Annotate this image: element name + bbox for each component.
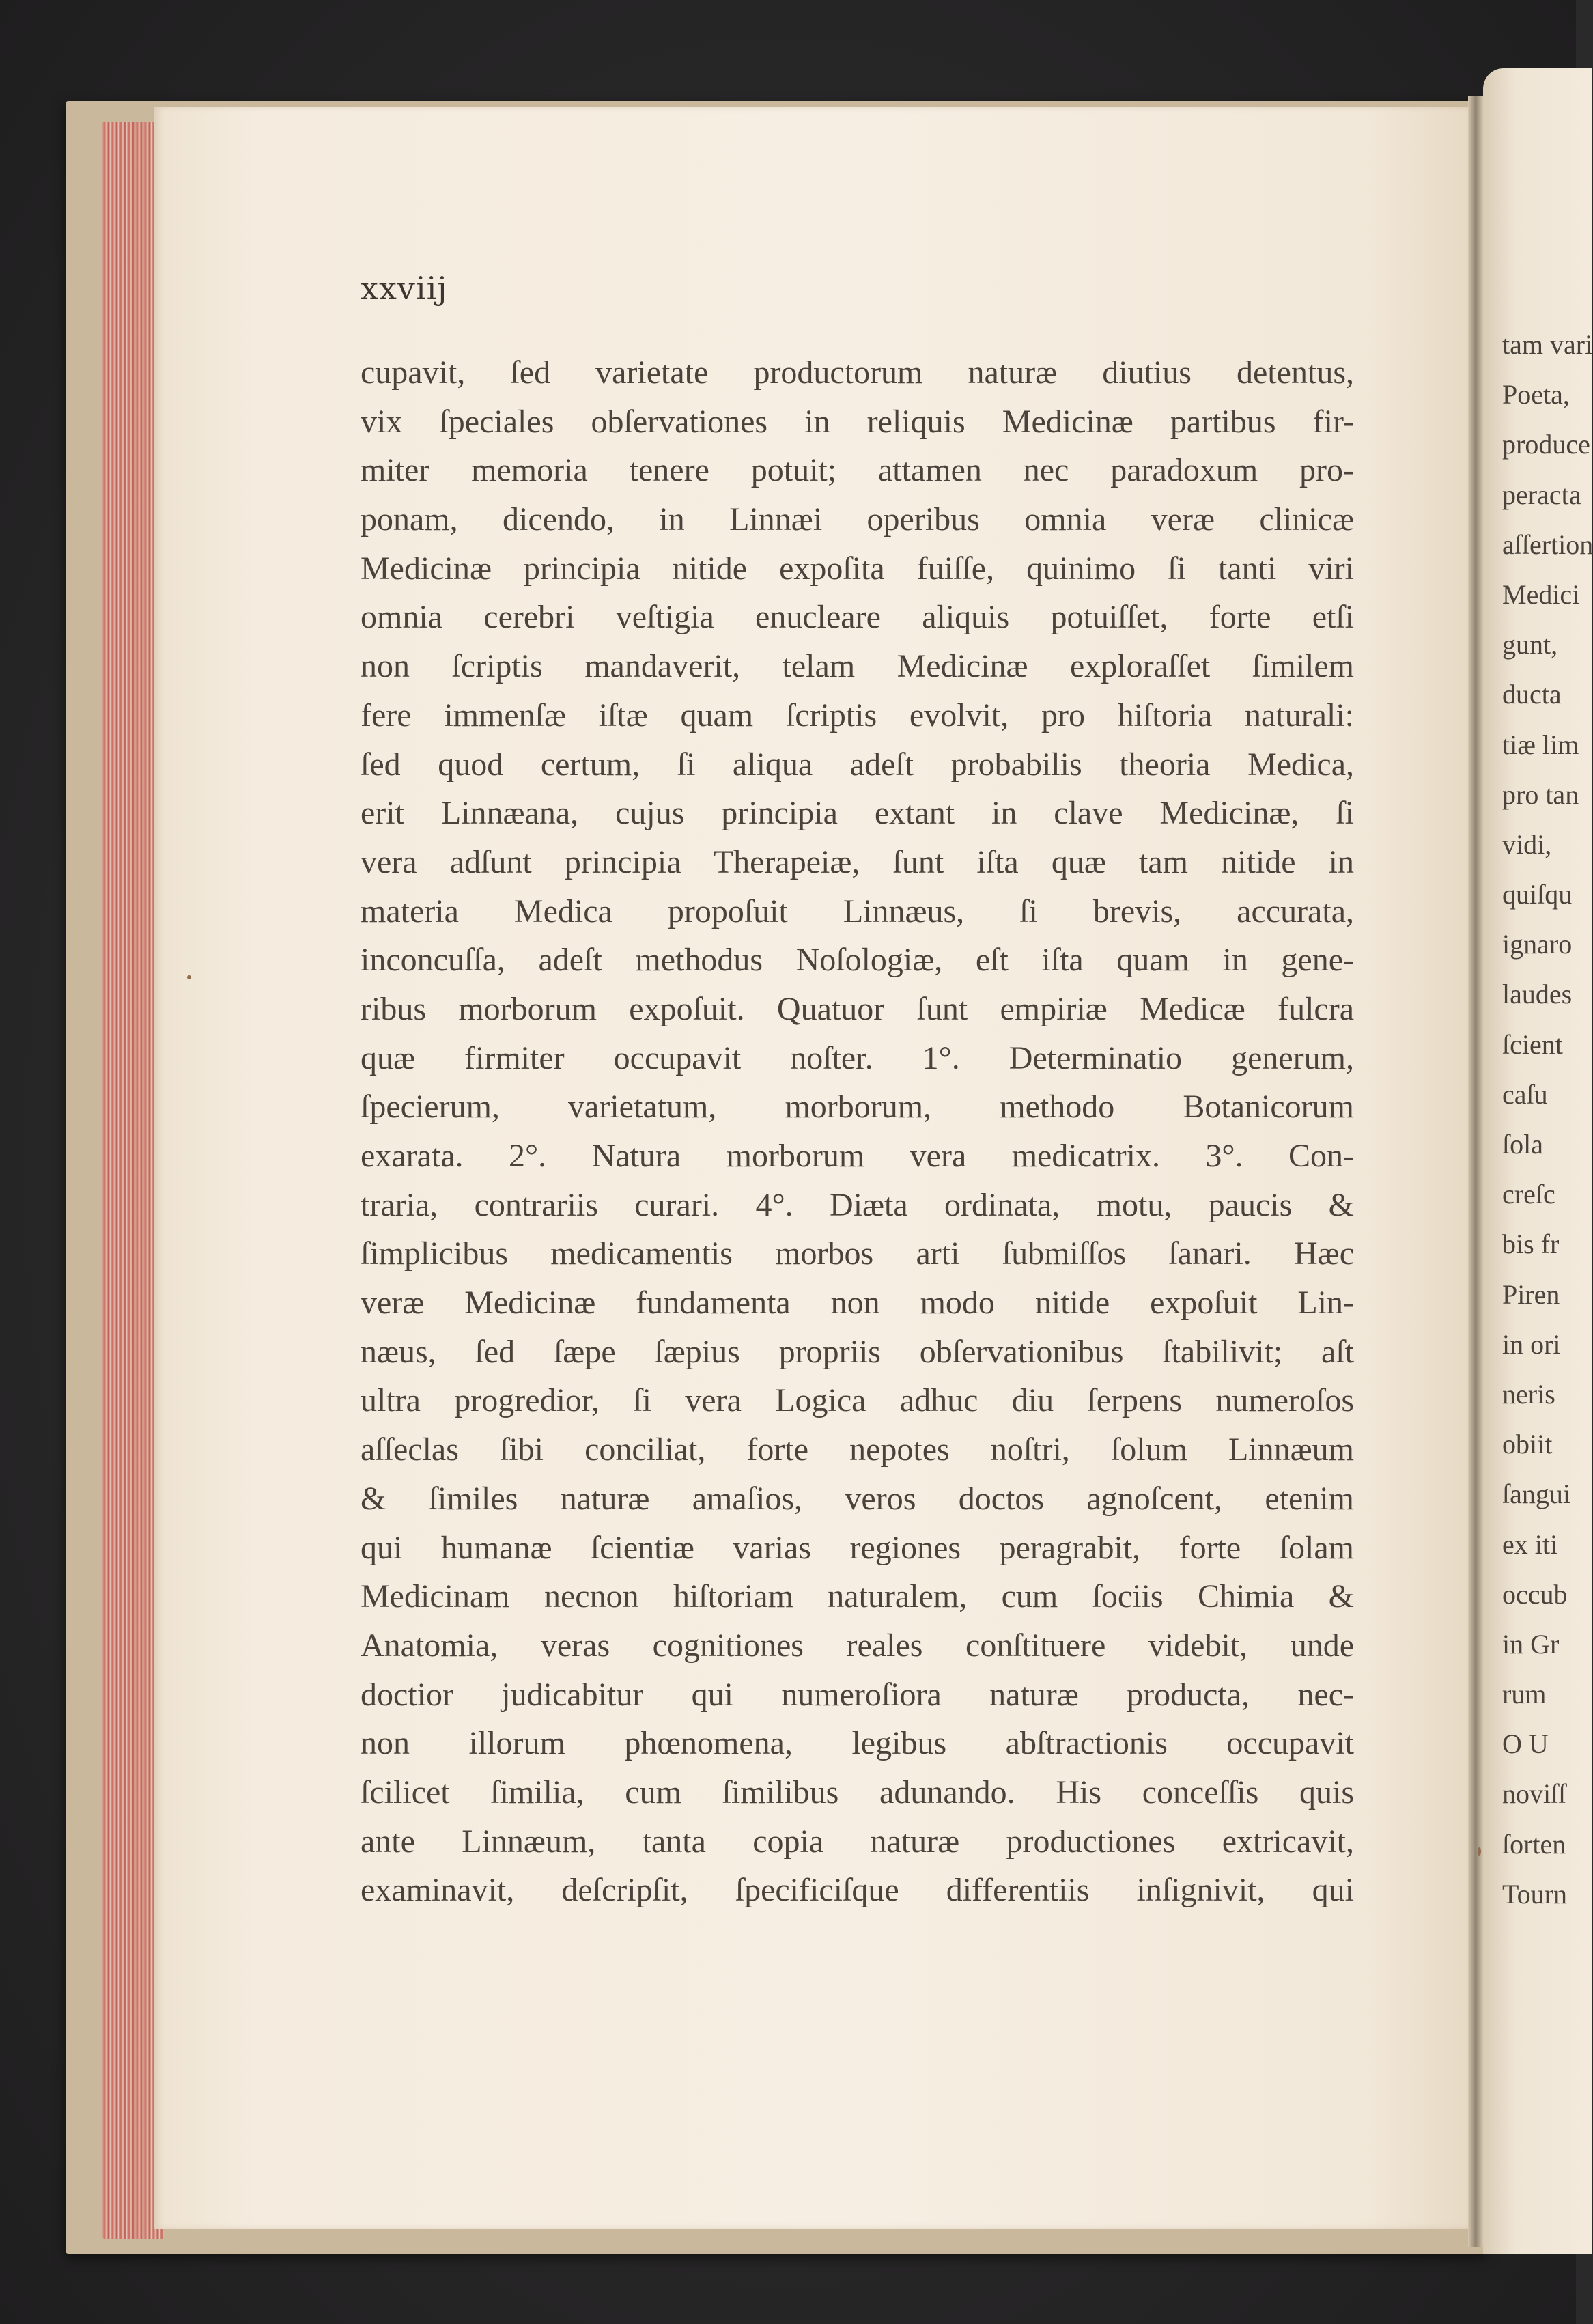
text-line: veræ Medicinæ fundamenta non modo nitide expoſuit Lin- [361, 1285, 1354, 1321]
facing-text-line: rum [1502, 1679, 1547, 1710]
text-line: non illorum phœnomena, legibus abſtractionis occupavit [361, 1725, 1354, 1762]
text-line: qui humanæ ſcientiæ varias regiones peragrabit, forte ſolam [361, 1529, 1354, 1566]
text-line: Medicinam necnon hiſtoriam naturalem, cum ſociis Chimia & [361, 1578, 1354, 1615]
text-line: ante Linnæum, tanta copia naturæ productiones extricavit, [361, 1823, 1354, 1860]
text-line: exarata. 2°. Natura morborum vera medicatrix. 3°. Con- [361, 1138, 1354, 1174]
facing-text-line: caſu [1502, 1078, 1548, 1110]
facing-page-text [1502, 320, 1593, 1919]
facing-text-line: vidi, [1502, 828, 1552, 860]
facing-text-line: ducta [1502, 679, 1562, 710]
text-line: aſſeclas ſibi conciliat, forte nepotes noſtri, ſolum Linnæum [361, 1431, 1354, 1468]
text-line: ſcilicet ſimilia, cum ſimilibus adunando. His conceſſis quis [361, 1774, 1354, 1810]
facing-text-line: Medici [1502, 578, 1580, 610]
text-line: næus, ſed ſæpe ſæpius propriis obſervationibus ſtabilivit; aſt [361, 1333, 1354, 1370]
facing-text-line: ſcient [1502, 1028, 1563, 1060]
text-line: materia Medica propoſuit Linnæus, ſi brevis, accurata, [361, 893, 1354, 929]
facing-text-line: gunt, [1502, 629, 1558, 660]
text-line: miter memoria tenere potuit; attamen nec paradoxum pro- [361, 452, 1354, 489]
paper-speck [187, 975, 191, 979]
facing-text-line: O U [1502, 1728, 1549, 1760]
facing-text-line: bis fr [1502, 1229, 1560, 1260]
facing-text-line: neris [1502, 1378, 1555, 1410]
facing-text-line: peracta [1502, 479, 1581, 510]
text-line: & ſimiles naturæ amaſios, veros doctos agnoſcent, etenim [361, 1480, 1354, 1517]
facing-text-line: obiit [1502, 1429, 1553, 1460]
text-line: ultra progredior, ſi vera Logica adhuc diu ſerpens numeroſos [361, 1382, 1354, 1419]
facing-text-line: Poeta, [1502, 379, 1570, 410]
text-line: traria, contrariis curari. 4°. Diæta ordinata, motu, paucis & [361, 1186, 1354, 1223]
facing-text-line: Piren [1502, 1278, 1560, 1310]
text-line: non ſcriptis mandaverit, telam Medicinæ exploraſſet ſimilem [361, 648, 1354, 685]
text-line: cupavit, ſed varietate productorum naturæ diutius detentus, [361, 354, 1354, 391]
text-line: omnia cerebri veſtigia enucleare aliquis potuiſſet, forte etſi [361, 599, 1354, 636]
text-line: ſpecierum, varietatum, morborum, methodo Botanicorum [361, 1089, 1354, 1125]
facing-text-line: ignaro [1502, 929, 1573, 960]
facing-text-line: ſola [1502, 1129, 1543, 1160]
facing-text-line: noviſſ [1502, 1778, 1566, 1810]
facing-text-line: produce [1502, 429, 1590, 460]
text-line: ponam, dicendo, in Linnæi operibus omnia veræ clinicæ [361, 501, 1354, 538]
text-line: ribus morborum expoſuit. Quatuor ſunt empiriæ Medicæ fulcra [361, 990, 1354, 1027]
facing-text-line: pro tan [1502, 779, 1579, 810]
text-line: ſimplicibus medicamentis morbos arti ſubmiſſos ſanari. Hæc [361, 1235, 1354, 1272]
text-line: examinavit, deſcripſit, ſpecificiſque differentiis inſignivit, qui [361, 1872, 1354, 1909]
text-line: doctior judicabitur qui numeroſiora naturæ producta, nec- [361, 1676, 1354, 1713]
facing-text-line: aſſertion [1502, 529, 1593, 560]
facing-text-line: quiſqu [1502, 879, 1573, 910]
text-line: Medicinæ principia nitide expoſita fuiſſe, quinimo ſi tanti viri [361, 550, 1354, 587]
facing-text-line: Tourn [1502, 1878, 1567, 1909]
facing-text-line: tiæ lim [1502, 729, 1579, 760]
book-gutter [1468, 96, 1483, 2247]
text-line: Anatomia, veras cognitiones reales conſtituere videbit, unde [361, 1627, 1354, 1664]
text-line: vera adſunt principia Therapeiæ, ſunt iſta quæ tam nitide in [361, 843, 1354, 880]
facing-text-line: occub [1502, 1578, 1568, 1610]
facing-text-line: ſorten [1502, 1828, 1566, 1860]
text-line: fere immenſæ iſtæ quam ſcriptis evolvit, pro hiſtoria naturali: [361, 697, 1354, 733]
body-text [361, 348, 1354, 1915]
text-line: vix ſpeciales obſervationes in reliquis Medicinæ partibus fir- [361, 403, 1354, 440]
facing-text-line: ex iti [1502, 1528, 1558, 1560]
facing-text-line: creſc [1502, 1179, 1555, 1210]
text-line: inconcuſſa, adeſt methodus Noſologiæ, eſt iſta quam in gene- [361, 942, 1354, 979]
paper-speck [1478, 1847, 1481, 1856]
page-number: xxviij [361, 270, 448, 307]
text-line: erit Linnæana, cujus principia extant in clave Medicinæ, ſi [361, 795, 1354, 832]
facing-text-line: in Gr [1502, 1628, 1560, 1660]
facing-text-line: laudes [1502, 979, 1573, 1010]
facing-text-line: ſangui [1502, 1479, 1570, 1510]
text-line: ſed quod certum, ſi aliqua adeſt probabilis theoria Medica, [361, 746, 1354, 783]
facing-text-line: in ori [1502, 1328, 1561, 1360]
facing-text-line: tam vari [1502, 329, 1593, 360]
text-line: quæ firmiter occupavit noſter. 1°. Determinatio generum, [361, 1039, 1354, 1076]
